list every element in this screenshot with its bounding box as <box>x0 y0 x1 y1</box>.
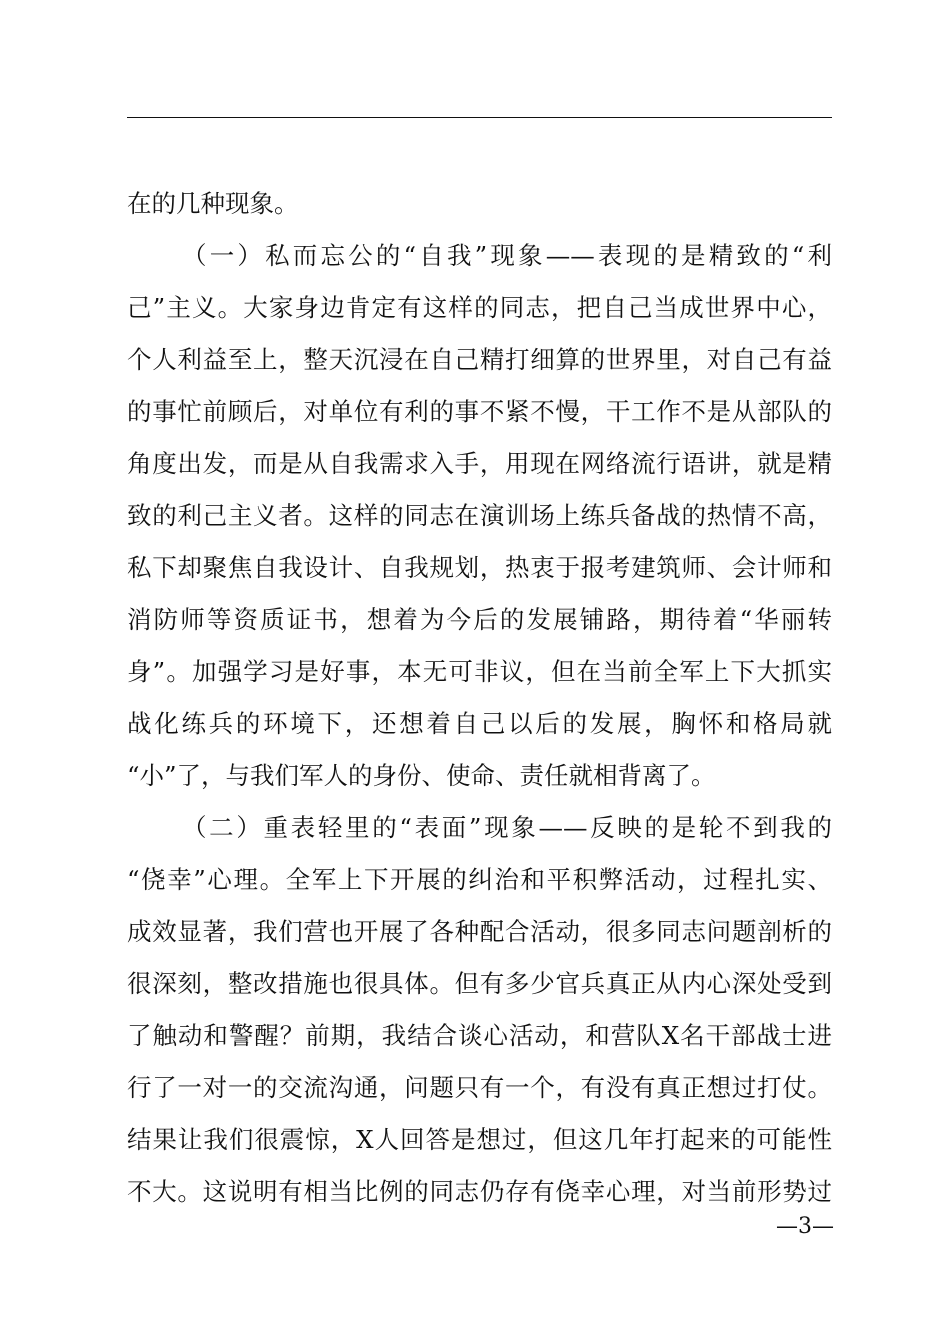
text-line-8: 私下却聚焦自我设计、自我规划，热衷于报考建筑师、会计师和 <box>127 553 832 582</box>
text-line-6: 角度出发，而是从自我需求入手，用现在网络流行语讲，就是精 <box>127 449 832 478</box>
text-line-1: 在的几种现象。 <box>127 189 299 218</box>
header-rule <box>127 117 832 118</box>
text-line-13: （二）重表轻里的“表面”现象——反映的是轮不到我的 <box>182 813 832 842</box>
text-line-19: 结果让我们很震惊，X人回答是想过，但这几年打起来的可能性 <box>127 1125 832 1154</box>
text-line-11: 战化练兵的环境下，还想着自己以后的发展，胸怀和格局就 <box>127 709 832 738</box>
text-line-14: “侥幸”心理。全军上下开展的纠治和平积弊活动，过程扎实、 <box>127 865 832 894</box>
text-line-9: 消防师等资质证书，想着为今后的发展铺路，期待着“华丽转 <box>127 605 832 634</box>
text-line-12: “小”了，与我们军人的身份、使命、责任就相背离了。 <box>127 761 716 790</box>
text-line-20: 不大。这说明有相当比例的同志仍存有侥幸心理，对当前形势过 <box>127 1177 832 1206</box>
text-line-17: 了触动和警醒？前期，我结合谈心活动，和营队X名干部战士进 <box>127 1021 832 1050</box>
text-line-18: 行了一对一的交流沟通，问题只有一个，有没有真正想过打仗。 <box>127 1073 832 1102</box>
text-line-5: 的事忙前顾后，对单位有利的事不紧不慢，干工作不是从部队的 <box>127 397 832 426</box>
text-line-10: 身”。加强学习是好事，本无可非议，但在当前全军上下大抓实 <box>127 657 832 686</box>
text-line-15: 成效显著，我们营也开展了各种配合活动，很多同志问题剖析的 <box>127 917 832 946</box>
text-line-4: 个人利益至上，整天沉浸在自己精打细算的世界里，对自己有益 <box>127 345 832 374</box>
text-line-16: 很深刻，整改措施也很具体。但有多少官兵真正从内心深处受到 <box>127 969 832 998</box>
page-number: —3— <box>776 1214 834 1239</box>
text-line-3: 己”主义。大家身边肯定有这样的同志，把自己当成世界中心， <box>127 293 832 322</box>
text-line-2: （一）私而忘公的“自我”现象——表现的是精致的“利 <box>182 241 832 270</box>
text-line-7: 致的利己主义者。这样的同志在演训场上练兵备战的热情不高， <box>127 501 832 530</box>
